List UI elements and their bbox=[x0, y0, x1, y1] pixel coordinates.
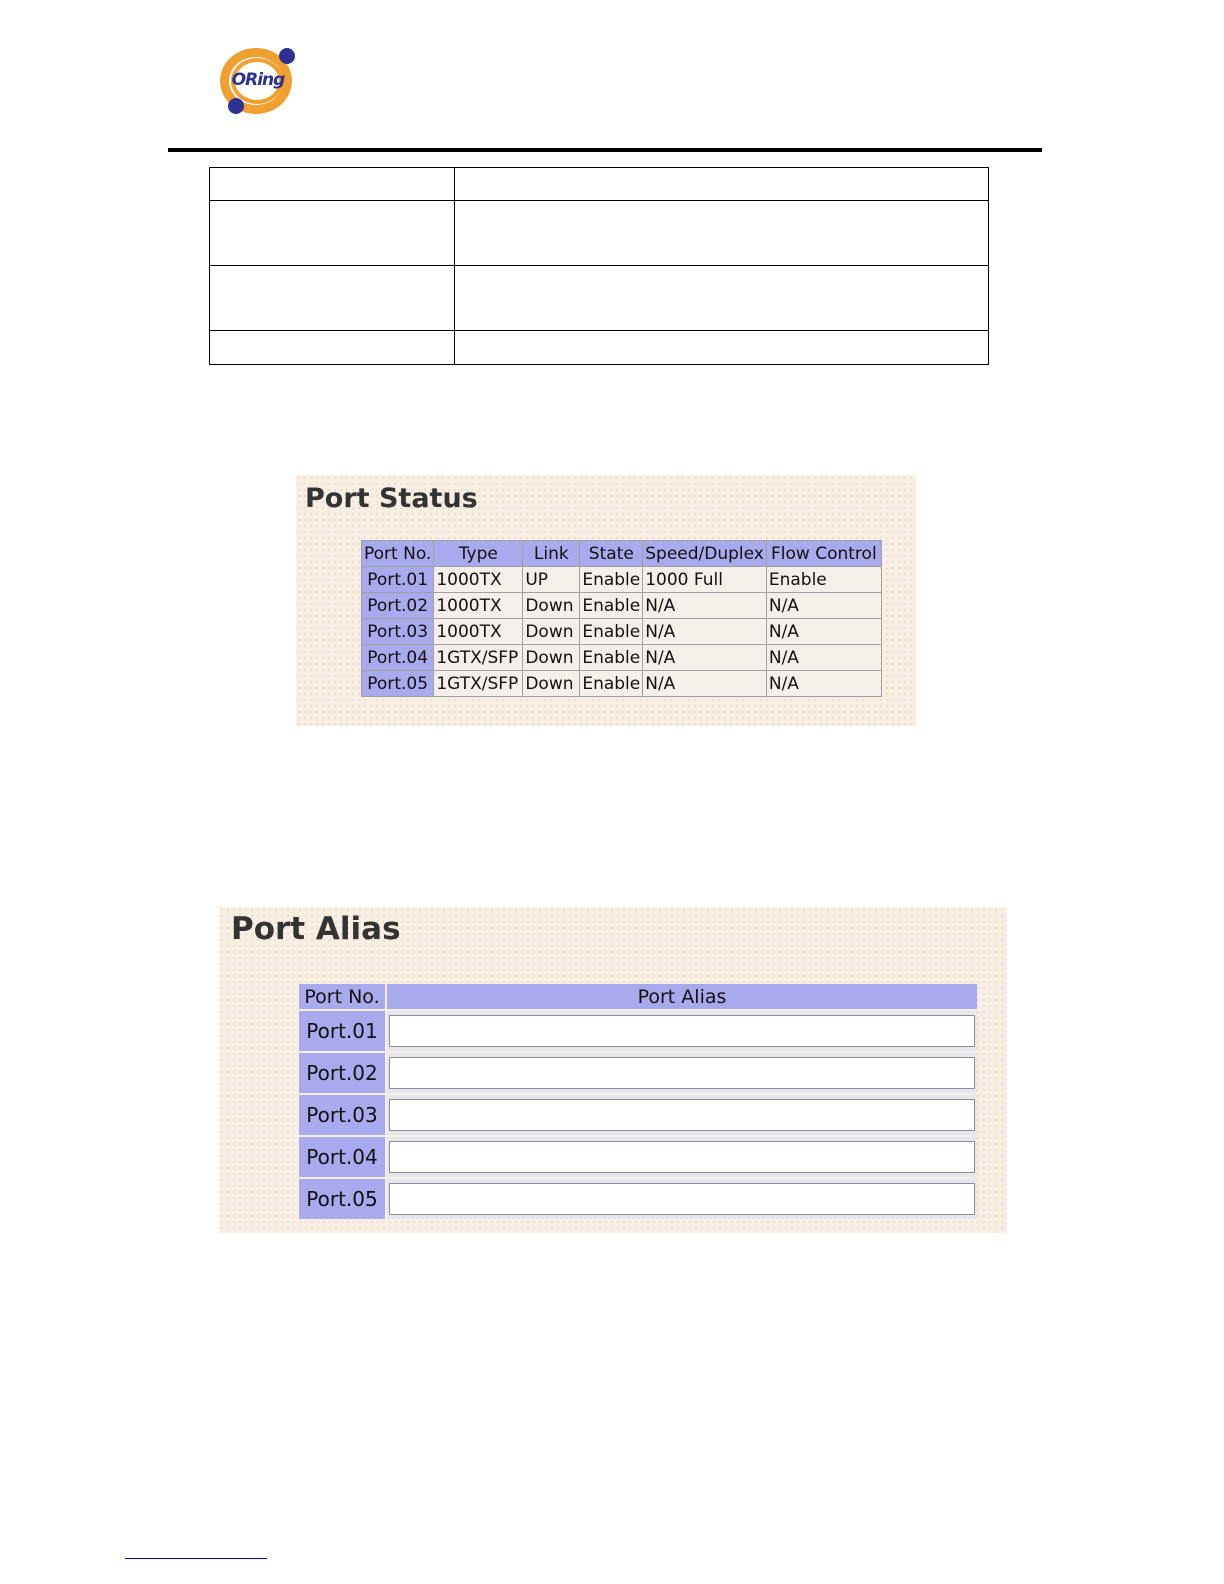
port-number-cell: Port.03 bbox=[362, 619, 434, 645]
port-number-cell: Port.02 bbox=[299, 1053, 385, 1093]
table-row bbox=[299, 1053, 977, 1093]
doc-table-row bbox=[210, 331, 989, 365]
oring-logo bbox=[214, 42, 306, 122]
column-header-port-no: Port No. bbox=[299, 984, 385, 1009]
flow-control-cell: N/A bbox=[766, 619, 881, 645]
flow-control-cell: N/A bbox=[766, 593, 881, 619]
column-header-state: State bbox=[580, 541, 643, 567]
port-number-cell: Port.04 bbox=[362, 645, 434, 671]
port-number-cell: Port.02 bbox=[362, 593, 434, 619]
port-number-cell: Port.01 bbox=[299, 1011, 385, 1051]
port-status-header-row bbox=[362, 541, 882, 567]
port-alias-table bbox=[297, 982, 979, 1221]
document-table bbox=[209, 167, 989, 365]
alias-input-cell bbox=[387, 1011, 977, 1051]
doc-cell bbox=[455, 168, 989, 201]
flow-control-cell: Enable bbox=[766, 567, 881, 593]
state-cell: Enable bbox=[580, 619, 643, 645]
doc-cell bbox=[455, 266, 989, 331]
speed-duplex-cell: N/A bbox=[643, 671, 767, 697]
state-cell: Enable bbox=[580, 671, 643, 697]
flow-control-cell: N/A bbox=[766, 671, 881, 697]
footer-link-underline bbox=[125, 1558, 267, 1559]
column-header-speed-duplex: Speed/Duplex bbox=[643, 541, 767, 567]
column-header-link: Link bbox=[523, 541, 580, 567]
logo-dot-top bbox=[279, 48, 295, 64]
port-number-cell: Port.04 bbox=[299, 1137, 385, 1177]
table-row bbox=[362, 619, 882, 645]
table-row bbox=[362, 645, 882, 671]
table-row bbox=[362, 567, 882, 593]
port-alias-input-port01[interactable] bbox=[389, 1015, 975, 1047]
link-cell: Down bbox=[523, 619, 580, 645]
port-alias-title: Port Alias bbox=[231, 911, 401, 947]
type-cell: 1000TX bbox=[434, 619, 523, 645]
type-cell: 1GTX/SFP bbox=[434, 671, 523, 697]
port-alias-input-port05[interactable] bbox=[389, 1183, 975, 1215]
table-row bbox=[362, 593, 882, 619]
speed-duplex-cell: N/A bbox=[643, 593, 767, 619]
doc-cell bbox=[210, 201, 455, 266]
alias-input-cell bbox=[387, 1179, 977, 1219]
column-header-flow-control: Flow Control bbox=[766, 541, 881, 567]
port-alias-panel bbox=[219, 907, 1007, 1233]
table-row bbox=[299, 1095, 977, 1135]
port-alias-input-port04[interactable] bbox=[389, 1141, 975, 1173]
state-cell: Enable bbox=[580, 593, 643, 619]
column-header-port-alias: Port Alias bbox=[387, 984, 977, 1009]
type-cell: 1000TX bbox=[434, 593, 523, 619]
logo-wordmark: ORing bbox=[231, 70, 285, 90]
link-cell: Down bbox=[523, 645, 580, 671]
table-row bbox=[299, 1179, 977, 1219]
speed-duplex-cell: N/A bbox=[643, 645, 767, 671]
doc-cell bbox=[210, 168, 455, 201]
state-cell: Enable bbox=[580, 645, 643, 671]
port-status-title: Port Status bbox=[305, 483, 478, 514]
doc-cell bbox=[455, 201, 989, 266]
port-status-panel bbox=[296, 475, 916, 726]
link-cell: UP bbox=[523, 567, 580, 593]
doc-table-row bbox=[210, 168, 989, 201]
type-cell: 1000TX bbox=[434, 567, 523, 593]
port-status-table bbox=[361, 540, 882, 697]
speed-duplex-cell: 1000 Full bbox=[643, 567, 767, 593]
alias-input-cell bbox=[387, 1053, 977, 1093]
type-cell: 1GTX/SFP bbox=[434, 645, 523, 671]
alias-input-cell bbox=[387, 1137, 977, 1177]
link-cell: Down bbox=[523, 593, 580, 619]
doc-cell bbox=[455, 331, 989, 365]
logo-dot-bottom bbox=[228, 98, 244, 114]
table-row bbox=[362, 671, 882, 697]
flow-control-cell: N/A bbox=[766, 645, 881, 671]
table-row bbox=[299, 1011, 977, 1051]
header-rule bbox=[168, 148, 1042, 152]
table-row bbox=[299, 1137, 977, 1177]
port-alias-input-port03[interactable] bbox=[389, 1099, 975, 1131]
state-cell: Enable bbox=[580, 567, 643, 593]
doc-table-row bbox=[210, 266, 989, 331]
alias-input-cell bbox=[387, 1095, 977, 1135]
port-alias-input-port02[interactable] bbox=[389, 1057, 975, 1089]
column-header-type: Type bbox=[434, 541, 523, 567]
speed-duplex-cell: N/A bbox=[643, 619, 767, 645]
doc-cell bbox=[210, 331, 455, 365]
port-number-cell: Port.01 bbox=[362, 567, 434, 593]
port-alias-header-row bbox=[299, 984, 977, 1009]
link-cell: Down bbox=[523, 671, 580, 697]
doc-table-row bbox=[210, 201, 989, 266]
port-number-cell: Port.03 bbox=[299, 1095, 385, 1135]
column-header-port-no: Port No. bbox=[362, 541, 434, 567]
port-number-cell: Port.05 bbox=[362, 671, 434, 697]
doc-cell bbox=[210, 266, 455, 331]
port-number-cell: Port.05 bbox=[299, 1179, 385, 1219]
